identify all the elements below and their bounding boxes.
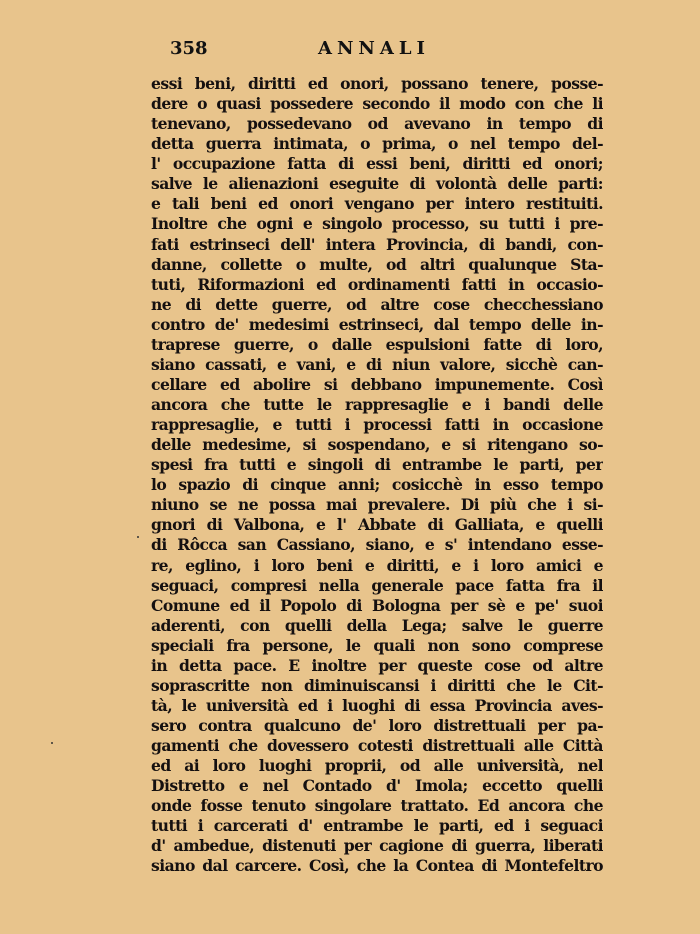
text-line: traprese guerre, o dalle espulsioni fatte di loro, [151,334,603,354]
text-line: detta guerra intimata, o prima, o nel tempo del- [151,134,603,154]
text-line: ancora che tutte le rappresaglie e i bandi delle [151,395,603,414]
text-line: Comune ed il Popolo di Bologna per sè e pe' suoi [151,595,603,615]
text-line: fati estrinseci dell' intera Provincia, di bandi, con- [151,234,603,254]
text-line: re, eglino, i loro beni e diritti, e i loro amici e [151,555,603,575]
text-line: tà, le università ed i luoghi di essa Provincia aves- [151,695,603,715]
running-title: ANNALI [318,38,430,59]
text-line: rappresaglie, e tutti i processi fatti in occasione [151,415,603,435]
text-line: aderenti, con quelli della Lega; salve le guerre [151,615,603,635]
page-number: 358 [170,38,208,59]
text-line: speciali fra persone, le quali non sono comprese [151,635,603,655]
text-line: gamenti che dovessero cotesti distrettuali alle Città [151,736,603,756]
text-line: siano dal carcere. Così, che la Contea di Montefeltro [151,856,603,876]
text-line: salve le alienazioni eseguite di volontà delle parti: [151,174,603,194]
text-line: Inoltre che ogni e singolo processo, su tutti i pre- [151,214,603,234]
text-line: cellare ed abolire si debbano impunemente. Così [151,374,603,394]
page-header [170,38,600,64]
text-line: gnori di Valbona, e l' Abbate di Galliata, e quelli [151,515,603,535]
text-line: siano cassati, e vani, e di niun valore, sicchè can- [151,354,603,374]
margin-speck [137,536,139,538]
text-line: delle medesime, si sospendano, e si ritengano so- [151,435,603,455]
text-line: l' occupazione fatta di essi beni, diritti ed onori; [151,154,603,174]
text-line: ed ai loro luoghi proprii, od alle università, nel [151,756,603,776]
body-text [151,74,603,877]
text-line: sero contra qualcuno de' loro distrettuali per pa- [151,716,603,735]
margin-speck [51,742,53,744]
text-line: tuti, Riformazioni ed ordinamenti fatti in occasio- [151,274,603,294]
text-line: danne, collette o multe, od altri qualunque Sta- [151,254,603,274]
text-line: Distretto e nel Contado d' Imola; eccetto quelli [151,776,603,796]
text-line: tutti i carcerati d' entrambe le parti, ed i seguaci [151,816,603,836]
text-line: e tali beni ed onori vengano per intero restituiti. [151,194,603,214]
text-line: contro de' medesimi estrinseci, dal tempo delle in- [151,314,603,334]
text-line: niuno se ne possa mai prevalere. Di più che i si- [151,495,603,515]
text-line: lo spazio di cinque anni; cosicchè in esso tempo [151,475,603,495]
text-line: seguaci, compresi nella generale pace fatta fra il [151,575,603,595]
text-line: tenevano, possedevano od avevano in tempo di [151,114,603,134]
text-line: d' ambedue, distenuti per cagione di guerra, liberati [151,836,603,856]
text-line: essi beni, diritti ed onori, possano tenere, posse- [151,74,603,93]
text-line: dere o quasi possedere secondo il modo con che li [151,94,603,114]
text-line: soprascritte non diminuiscansi i diritti che le Cit- [151,675,603,695]
text-line: di Rôcca san Cassiano, siano, e s' intendano esse- [151,535,603,555]
text-line: ne di dette guerre, od altre cose checchessiano [151,294,603,314]
text-line: onde fosse tenuto singolare trattato. Ed ancora che [151,796,603,816]
text-line: in detta pace. E inoltre per queste cose od altre [151,655,603,675]
text-line: spesi fra tutti e singoli di entrambe le parti, per [151,455,603,475]
